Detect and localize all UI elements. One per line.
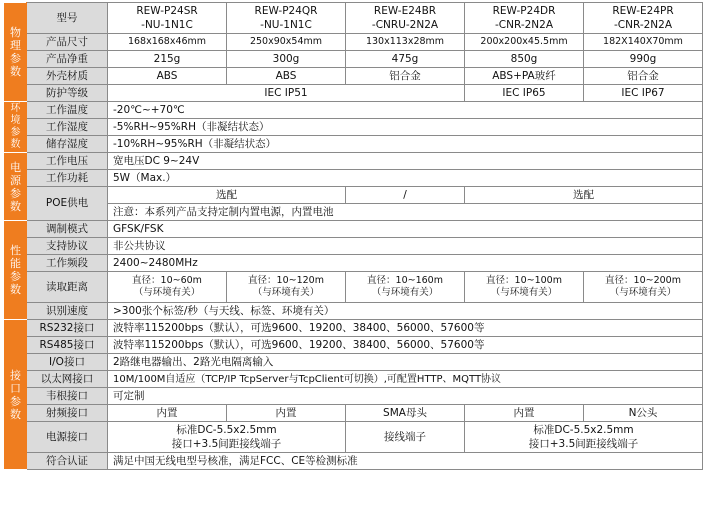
material-value: ABS+PA玻纤 [465, 68, 584, 85]
poe-value: 选配 [465, 187, 703, 204]
poe-value: / [346, 187, 465, 204]
category-performance: 性 能 参 数 [5, 221, 27, 320]
power-port-value: 标准DC-5.5x2.5mm 接口+3.5间距接线端子 [108, 422, 346, 453]
ethernet-row [5, 371, 703, 388]
cert-row [5, 453, 703, 470]
protection-row [5, 85, 703, 102]
band-row [5, 255, 703, 272]
speed-label: 识别速度 [27, 303, 108, 320]
size-row [5, 34, 703, 51]
voltage-value: 宽电压DC 9~24V [108, 153, 703, 170]
wiegand-label: 韦根接口 [27, 388, 108, 405]
protocol-label: 支持协议 [27, 238, 108, 255]
voltage-label: 工作电压 [27, 153, 108, 170]
range-row [5, 272, 703, 303]
material-value: ABS [108, 68, 227, 85]
cert-label: 符合认证 [27, 453, 108, 470]
size-value: 130x113x28mm [346, 34, 465, 51]
consumption-value: 5W（Max.） [108, 170, 703, 187]
category-physical: 物 理 参 数 [5, 3, 27, 102]
voltage-row [5, 153, 703, 170]
category-environment: 环 境 参 数 [5, 102, 27, 153]
material-value: 铝合金 [584, 68, 703, 85]
rf-value: N公头 [584, 405, 703, 422]
modulation-row [5, 221, 703, 238]
rs485-row [5, 337, 703, 354]
poe-note: 注意：本系列产品支持定制内置电源，内置电池 [108, 204, 703, 221]
rs232-label: RS232接口 [27, 320, 108, 337]
ethernet-value: 10M/100M自适应（TCP/IP TcpServer与TcpClient可切换）,可配置HTTP、MQTT协议 [108, 371, 703, 388]
storage-humidity-row [5, 136, 703, 153]
work-temp-label: 工作温度 [27, 102, 108, 119]
power-port-row [5, 422, 703, 453]
weight-value: 300g [227, 51, 346, 68]
work-humidity-row [5, 119, 703, 136]
weight-value: 990g [584, 51, 703, 68]
weight-value: 850g [465, 51, 584, 68]
spec-table [4, 2, 703, 470]
work-humidity-value: -5%RH~95%RH（非凝结状态） [108, 119, 703, 136]
protection-label: 防护等级 [27, 85, 108, 102]
protocol-row [5, 238, 703, 255]
range-value: 直径：10~200m （与环境有关） [584, 272, 703, 303]
material-label: 外壳材质 [27, 68, 108, 85]
category-power: 电 源 参 数 [5, 153, 27, 221]
io-row [5, 354, 703, 371]
poe-note-row [5, 204, 703, 221]
band-value: 2400~2480MHz [108, 255, 703, 272]
weight-label: 产品净重 [27, 51, 108, 68]
range-value: 直径：10~60m （与环境有关） [108, 272, 227, 303]
range-label: 读取距离 [27, 272, 108, 303]
power-port-value: 接线端子 [346, 422, 465, 453]
storage-humidity-label: 储存湿度 [27, 136, 108, 153]
io-label: I/O接口 [27, 354, 108, 371]
model-3: REW-E24BR -CNRU-2N2A [346, 3, 465, 34]
poe-label: POE供电 [27, 187, 108, 221]
material-value: ABS [227, 68, 346, 85]
protection-value: IEC IP51 [108, 85, 465, 102]
work-temp-value: -20℃~+70℃ [108, 102, 703, 119]
storage-humidity-value: -10%RH~95%RH（非凝结状态） [108, 136, 703, 153]
rs485-value: 波特率115200bps（默认），可选9600、19200、38400、56000、57600等 [108, 337, 703, 354]
io-value: 2路继电器输出、2路光电隔离输入 [108, 354, 703, 371]
protocol-value: 非公共协议 [108, 238, 703, 255]
modulation-label: 调制模式 [27, 221, 108, 238]
rf-label: 射频接口 [27, 405, 108, 422]
model-5: REW-E24PR -CNR-2N2A [584, 3, 703, 34]
poe-row [5, 187, 703, 204]
protection-value: IEC IP67 [584, 85, 703, 102]
wiegand-row [5, 388, 703, 405]
poe-value: 选配 [108, 187, 346, 204]
rf-value: 内置 [227, 405, 346, 422]
category-interface: 接 口 参 数 [5, 320, 27, 470]
power-port-label: 电源接口 [27, 422, 108, 453]
work-temp-row [5, 102, 703, 119]
rf-value: 内置 [108, 405, 227, 422]
material-row [5, 68, 703, 85]
model-4: REW-P24DR -CNR-2N2A [465, 3, 584, 34]
weight-value: 215g [108, 51, 227, 68]
size-value: 168x168x46mm [108, 34, 227, 51]
model-2: REW-P24QR -NU-1N1C [227, 3, 346, 34]
weight-value: 475g [346, 51, 465, 68]
wiegand-value: 可定制 [108, 388, 703, 405]
range-value: 直径：10~100m （与环境有关） [465, 272, 584, 303]
ethernet-label: 以太网接口 [27, 371, 108, 388]
model-label: 型号 [27, 3, 108, 34]
rs485-label: RS485接口 [27, 337, 108, 354]
rf-value: SMA母头 [346, 405, 465, 422]
cert-value: 满足中国无线电型号核准，满足FCC、CE等检测标准 [108, 453, 703, 470]
weight-row [5, 51, 703, 68]
rf-row [5, 405, 703, 422]
work-humidity-label: 工作湿度 [27, 119, 108, 136]
rs232-value: 波特率115200bps（默认），可选9600、19200、38400、56000、57600等 [108, 320, 703, 337]
speed-row [5, 303, 703, 320]
size-value: 250x90x54mm [227, 34, 346, 51]
protection-value: IEC IP65 [465, 85, 584, 102]
rs232-row [5, 320, 703, 337]
size-value: 182X140X70mm [584, 34, 703, 51]
power-port-value: 标准DC-5.5x2.5mm 接口+3.5间距接线端子 [465, 422, 703, 453]
range-value: 直径：10~120m （与环境有关） [227, 272, 346, 303]
band-label: 工作频段 [27, 255, 108, 272]
rf-value: 内置 [465, 405, 584, 422]
consumption-row [5, 170, 703, 187]
size-value: 200x200x45.5mm [465, 34, 584, 51]
modulation-value: GFSK/FSK [108, 221, 703, 238]
speed-value: >300张个标签/秒（与天线、标签、环境有关） [108, 303, 703, 320]
model-1: REW-P24SR -NU-1N1C [108, 3, 227, 34]
header-row [5, 3, 703, 34]
size-label: 产品尺寸 [27, 34, 108, 51]
range-value: 直径：10~160m （与环境有关） [346, 272, 465, 303]
material-value: 铝合金 [346, 68, 465, 85]
consumption-label: 工作功耗 [27, 170, 108, 187]
